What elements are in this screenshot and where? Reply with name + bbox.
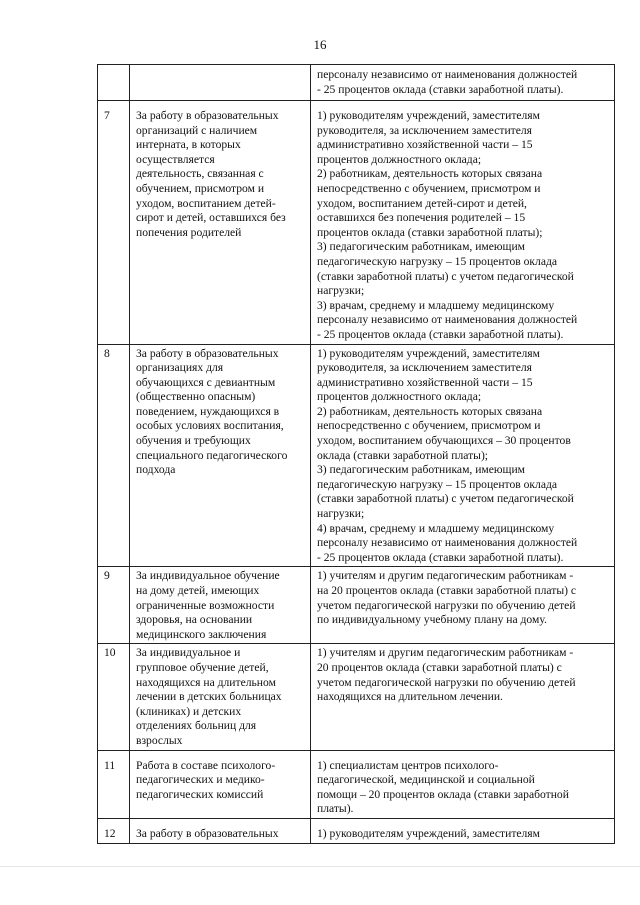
row-number: 9 xyxy=(104,569,110,583)
row-number-cell xyxy=(98,101,130,345)
row-number-cell xyxy=(98,818,130,843)
allowance-name-cell xyxy=(130,65,311,101)
allowance-description: 1) руководителям учреждений, заместителям xyxy=(317,826,540,840)
allowance-name: За работу в образовательных организациях для обучающихся с девиантным (общественно опасным) поведением, нуждающихся в особых условиях воспитания, обучения и требующих специального педагогического подхода xyxy=(136,346,288,477)
row-number-cell xyxy=(98,644,130,750)
row-number: 7 xyxy=(104,109,110,122)
table-row xyxy=(98,101,615,345)
allowance-name: За индивидуальное и групповое обучение детей, находящихся на длительном лечении в детских больницах (клиниках) и детских отделениях больниц для взрослых xyxy=(136,646,282,747)
allowance-description-cell xyxy=(311,101,615,345)
row-number: 12 xyxy=(104,826,116,840)
allowance-description-cell xyxy=(311,818,615,843)
table-row xyxy=(98,344,615,567)
allowance-description-cell xyxy=(311,344,615,567)
allowance-description: 1) учителям и другим педагогическим работникам - на 20 процентов оклада (ставки заработной платы) с учетом педагогической нагрузки по обучению детей по индивидуальному учебному плану на дому. xyxy=(317,569,577,627)
allowance-description-cell xyxy=(311,65,615,101)
allowance-name: За работу в образовательных xyxy=(136,826,279,840)
table-row xyxy=(98,644,615,750)
page-number: 16 xyxy=(313,37,327,52)
row-number: 10 xyxy=(104,646,116,660)
allowance-name: За работу в образовательных организаций с наличием интерната, в которых осуществляется деятельность, связанная с обучением, присмотром и уходом, воспитанием детей- сирот и детей, оставшихся без попечения родителей xyxy=(136,109,286,239)
allowance-name-cell xyxy=(130,344,311,567)
table-row xyxy=(98,567,615,644)
allowance-description: 1) руководителям учреждений, заместителям руководителя, за исключением заместителя административно хозяйственной части – 15 процентов должностного оклада; 2) работникам, деятельность которых связана непосредственно с обучением, присмотром и уходом, воспитанием детей-сирот и детей, оставшихся без попечения родителей – 15 процентов оклада (ставки заработной платы); 3) педагогическим работникам, имеющим педагогическую нагрузку – 15 процентов оклада (ставки заработной платы) с учетом педагогической нагрузки; 3) врачам, среднему и младшему медицинскому персоналу независимо от наименования должностей - 25 процентов оклада (ставки заработной платы). xyxy=(317,109,578,341)
allowance-name: За индивидуальное обучение на дому детей, имеющих ограниченные возможности здоровья, на основании медицинского заключения xyxy=(136,569,280,641)
allowance-description-cell xyxy=(311,644,615,750)
allowance-name xyxy=(136,66,306,68)
table-row xyxy=(98,65,615,101)
table-row xyxy=(98,818,615,843)
allowance-description: 1) руководителям учреждений, заместителям руководителя, за исключением заместителя административно хозяйственной части – 15 процентов должностного оклада; 2) работникам, деятельность которых связана непосредственно с обучением, присмотром и уходом, воспитанием обучающихся – 30 процентов оклада (ставки заработной платы); 3) педагогическим работникам, имеющим педагогическую нагрузку – 15 процентов оклада (ставки заработной платы) с учетом педагогической нагрузки; 4) врачам, среднему и младшему медицинскому персоналу независимо от наименования должностей - 25 процентов оклада (ставки заработной платы). xyxy=(317,346,578,564)
allowance-name-cell xyxy=(130,818,311,843)
allowance-name-cell xyxy=(130,750,311,818)
row-number: 8 xyxy=(104,346,110,360)
allowance-description: 1) специалистам центров психолого- педагогической, медицинской и социальной помощи – 20 процентов оклада (ставки заработной платы). xyxy=(317,758,569,816)
row-number xyxy=(104,66,125,68)
allowance-description-cell xyxy=(311,750,615,818)
row-number-cell xyxy=(98,65,130,101)
allowance-description: персоналу независимо от наименования должностей - 25 процентов оклада (ставки заработной платы). xyxy=(317,68,578,96)
allowance-table xyxy=(97,64,615,844)
row-number: 11 xyxy=(104,758,116,772)
allowance-name: Работа в составе психолого- педагогических и медико- педагогических комиссий xyxy=(136,758,276,801)
table-row xyxy=(98,750,615,818)
row-number-cell xyxy=(98,750,130,818)
allowance-description: 1) учителям и другим педагогическим работникам - 20 процентов оклада (ставки заработной платы) с учетом педагогической нагрузки по обучению детей находящихся на длительном лечении. xyxy=(317,646,576,704)
row-number-cell xyxy=(98,344,130,567)
row-number-cell xyxy=(98,567,130,644)
allowance-description-cell xyxy=(311,567,615,644)
allowance-name-cell xyxy=(130,101,311,345)
allowance-name-cell xyxy=(130,644,311,750)
allowance-name-cell xyxy=(130,567,311,644)
page-bottom-divider xyxy=(0,866,640,867)
